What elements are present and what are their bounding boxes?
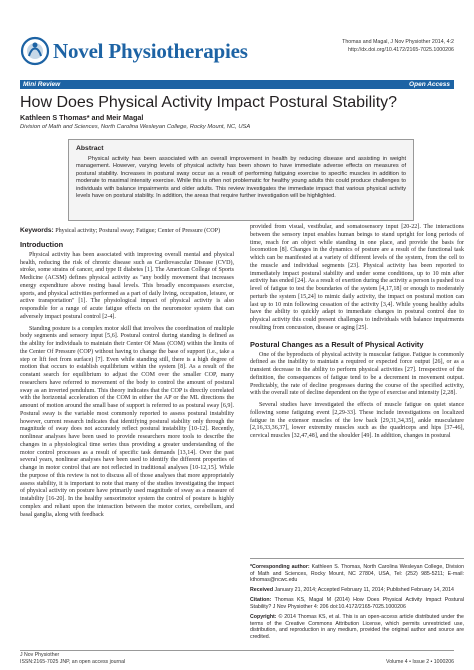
corresponding-text: Kathleen S. Thomas, North Carolina Wesleyan College, Division of Math and Sciences, Rocky Mount, NC 27804, USA, Tel: (252) 985-5211; E-mail: kthomas@ncwc.edu [250,564,464,584]
header-citation-text: Thomas and Magal, J Nov Physiother 2014, 4:2 [342,39,454,45]
header-citation [254,38,454,54]
abstract-text: Physical activity has been associated with an overall improvement in health by reducing disease and assisting in weight management. However, varying levels of physical activity has been shown to have immediate adverse effects on measures of postural stability. Increases in postural sway occur as a result of performing fatiguing exercise to specific muscles in addition to moderate to maximal intensity exercise. While this is often not problematic for healthy young adults this could produce challenges to individuals with balance impairments and older adults. This review investigates the immediate impact that various physical activity levels have on postural stability. In addition, the areas that require further investigation will be highlighted. [76,156,406,200]
correspondence-notes [250,558,464,644]
body-paragraph-continued: provided from visual, vestibular, and somatosensory input [20-22]. The interactions between the sensory input enables human beings to stand upright for long periods of time, reach for an object while standing in one place, and provide the basis for locomotion [8]. Changes in the dynamics of posture are a result of the functional task which can be manifested at a variety of different levels of the system, from the cell to the muscle and individual segments [23]. Physical activity has been reported to immediately impact postural stability and under some conditions, up to 10 min after activity has ended [24]. As a result of exertion during the activity a person is pushed to a level of fatigue to test the boundaries of the system [4,17,18] or enough to moderately perturb the system [15,24] to mimic daily activity, the impact on postural motion can last up to 10 min following cessation of the activity [3,4]. While young healthy adults have the ability to quickly adapt to immediate changes in postural control due to physical activity this could present challenges to individuals with balance impairments resulting from concussion, disease or aging [25]. [250,224,464,331]
corresponding-author-note [250,564,464,584]
section-bar [20,80,454,89]
citation-text: Thomas KS, Magal M (2014) How Does Physical Activity Impact Postural Stability? J Nov Physiother 4: 206 doi:10.4172/2165-7025.1000206 [250,597,464,610]
received-text: January 21, 2014; Accepted February 11, 2014; Published February 14, 2014 [274,587,454,594]
citation-note [250,597,464,610]
intro-paragraph-1: Physical activity has been associated with improving overall mental and physical health, reducing the risk of chronic disease such as Cardiovascular Disease (CVD), stroke, some strains of cancer, and type II diabetes [1]. The American College of Sports Medicine (ACSM) defines physical activity as "any bodily movement that increases energy expenditure above resting basal levels. This broadly encompasses exercise, sports, and physical activities performed as a part of daily living, occupation, leisure, or active transportation" [1]. The physiological impact of physical activity is also responsible for a range of acute fatigue effects on the neuromotor system that can adversely impact postural control [2-4]. [20,251,234,320]
article-authors: Kathleen S Thomas* and Meir Magal [20,113,144,122]
keywords-text: Physical activity; Postural sway; Fatigue; Center of Pressure (COP) [55,228,221,234]
journal-name: Novel Physiotherapies [53,39,248,63]
corresponding-label: *Corresponding author: [250,564,310,570]
body-paragraph-studies: Several studies have investigated the effects of muscle fatigue on quiet stance following some fatiguing event [2,29-33]. These include investigations on localized fatigue in the extensor muscles of the low back [29,31,34,35], ankle musculature [2,16,33,36,37], lower extremity muscles such as the quadriceps and hips [37-46], cervical muscles [32,47,48], and the shoulder [49]. In addition, changes in postural [250,402,464,439]
right-column [250,224,464,441]
open-access-label: Open Access [409,80,450,88]
left-column [20,227,234,519]
copyright-label: Copyright: [250,614,277,621]
footer-journal: J Nov Physiother [20,652,60,658]
received-note [250,587,464,594]
footer-divider [20,650,454,651]
article-title: How Does Physical Activity Impact Postural Stability? [20,94,398,111]
intro-paragraph-2: Standing posture is a complex motor skill that involves the coordination of multiple body segments and sensory input [5,6]. Postural control during standing is defined as the ability for individuals to maintain their Center Of Mass (COM) within the limits of the Center Of Pressure (COP) without having to change the base of support (i.e., take a step or lift feet from surface) [7]. Even while standing still, there is a high degree of motion that occurs to establish equilibrium within the system [8]. As a result of the constant search for equilibrium to adjust the COM over the smaller COP, many researchers have referred to movement of the body to control the amount of postural sway as an inverted pendulum. This theory indicates that the COP is directly correlated with the horizontal acceleration of the COM in either the AP or the ML directions the amount of motion around the small base of support is referred to as postural sway [6,9]. Postural sway is the variable most commonly reported to assess postural instability however, current research indicates that identifying postural stability only through the magnitude of sway does not accurately reflect postural instability [10-12]. Recently, nonlinear analyses have been used to provide researchers more tools to describe the changes in a physiological time series thus providing a greater understanding of the motor control processes as a result of specific task demands [13,14]. Over the past several years, nonlinear analyses have been used to identify the different properties of change in motor control that are not reflected in traditional analyses [10-12,15]. While the purpose of this review is not to discuss all of those analyses that more appropriately assess stability, it is important to note that many of the studies investigating the impact of physical activity on posture have primarily used magnitude of sway as a measure of instability [16-20]. In the healthy sensorimotor system the control of posture is highly complex and reliant upon the interaction between the motor cortex, cerebellum, and basal ganglia, along with feedback [20,325,234,518]
section-heading-postural-changes: Postural Changes as a Result of Physical Activity [250,339,424,349]
article-type-label: Mini Review [23,80,61,88]
footer-issn: ISSN:2165-7025 JNP, an open access journal [20,659,126,665]
copyright-text: © 2014 Thomas KS, et al. This is an open-access article distributed under the terms of the Creative Commons Attribution License, which permits unrestricted use, distribution, and reproduction in any medium, provided the original author and source are credited. [250,614,464,640]
intro-heading: Introduction [20,239,64,249]
journal-logo [20,36,270,72]
author-affiliation: Division of Math and Sciences, North Carolina Wesleyan College, Rocky Mount, NC, USA [20,124,251,130]
copyright-note [250,614,464,640]
keywords [20,227,234,236]
header-doi-link[interactable]: http://dx.doi.org/10.4172/2165-7025.1000206 [347,47,454,53]
received-label: Received [250,587,274,594]
journal-logo-icon [20,36,50,66]
citation-label: Citation: [250,597,272,604]
abstract-heading: Abstract [76,145,104,152]
abstract-box [68,139,414,221]
keywords-label: Keywords: [20,227,54,234]
footer-journal-info [20,652,125,666]
footer-volume: Volume 4 • Issue 2 • 1000206 [386,659,454,665]
body-paragraph-fatigue: One of the byproducts of physical activity is muscular fatigue. Fatigue is commonly defined as the inability to maintain a required or expected force output [26], or as a transient decrease in the ability to perform physical activities [27]. Irrespective of the definition, the consequences of fatigue tend to be a decrement in movement output. Predictably, the rate of decline progresses during the course of the specified activity, with the overall rate of decline dependent on the type of exercise and intensity [2,28]. [250,351,464,397]
